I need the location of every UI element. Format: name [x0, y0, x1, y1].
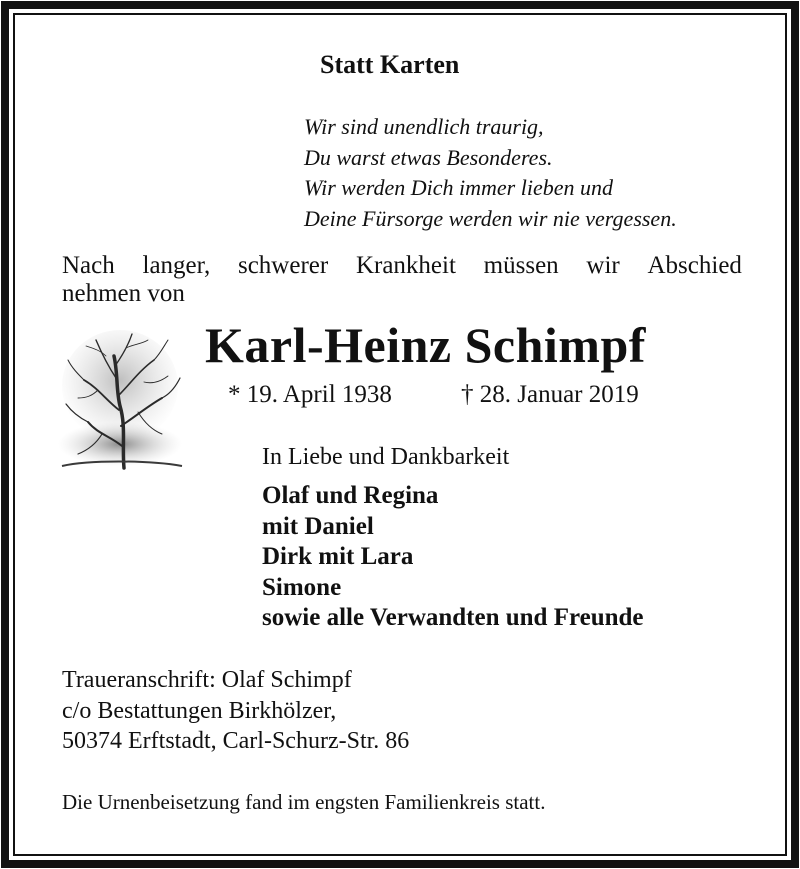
mourner-line: Dirk mit Lara — [262, 543, 414, 570]
intro-line-2: nehmen von — [62, 280, 185, 307]
birth-date: * 19. April 1938 — [228, 381, 392, 408]
intro-line-1 — [62, 252, 742, 280]
intro-word: müssen — [483, 252, 559, 279]
intro-word: Krankheit — [355, 252, 456, 279]
mourner-line: Simone — [262, 573, 342, 601]
address-line: Traueranschrift: Olaf Schimpf — [62, 667, 352, 693]
heading: Statt Karten — [320, 50, 460, 79]
poem — [304, 112, 677, 234]
footnote: Die Urnenbeisetzung fand im engsten Familienkreis statt. — [62, 790, 546, 814]
poem-line: Deine Fürsorge werden wir nie vergessen. — [304, 205, 677, 231]
mourner-line: Olaf und Regina — [262, 482, 439, 509]
poem-line: Wir sind unendlich traurig, — [304, 114, 544, 139]
poem-line: Wir werden Dich immer lieben und — [304, 175, 613, 200]
tree-illustration — [58, 326, 186, 476]
poem-line: Du warst etwas Besonderes. — [304, 144, 553, 170]
intro-word: langer, — [142, 252, 211, 279]
mourning-address — [62, 665, 409, 757]
intro-word: schwerer — [237, 252, 329, 279]
death-date: † 28. Januar 2019 — [461, 381, 639, 408]
deceased-name: Karl-Heinz Schimpf — [205, 317, 646, 373]
intro-text — [62, 252, 742, 308]
mourners-intro: In Liebe und Dankbarkeit — [262, 444, 510, 470]
address-line: c/o Bestattungen Birkhölzer, — [62, 697, 337, 724]
intro-word: Nach — [62, 252, 115, 279]
mourner-line: sowie alle Verwandten und Freunde — [262, 604, 644, 631]
intro-word: wir — [586, 252, 620, 279]
mourners-list — [262, 481, 644, 634]
intro-word: Abschied — [647, 252, 742, 279]
mourner-line: mit Daniel — [262, 512, 374, 540]
address-line: 50374 Erftstadt, Carl-Schurz-Str. 86 — [62, 728, 410, 754]
